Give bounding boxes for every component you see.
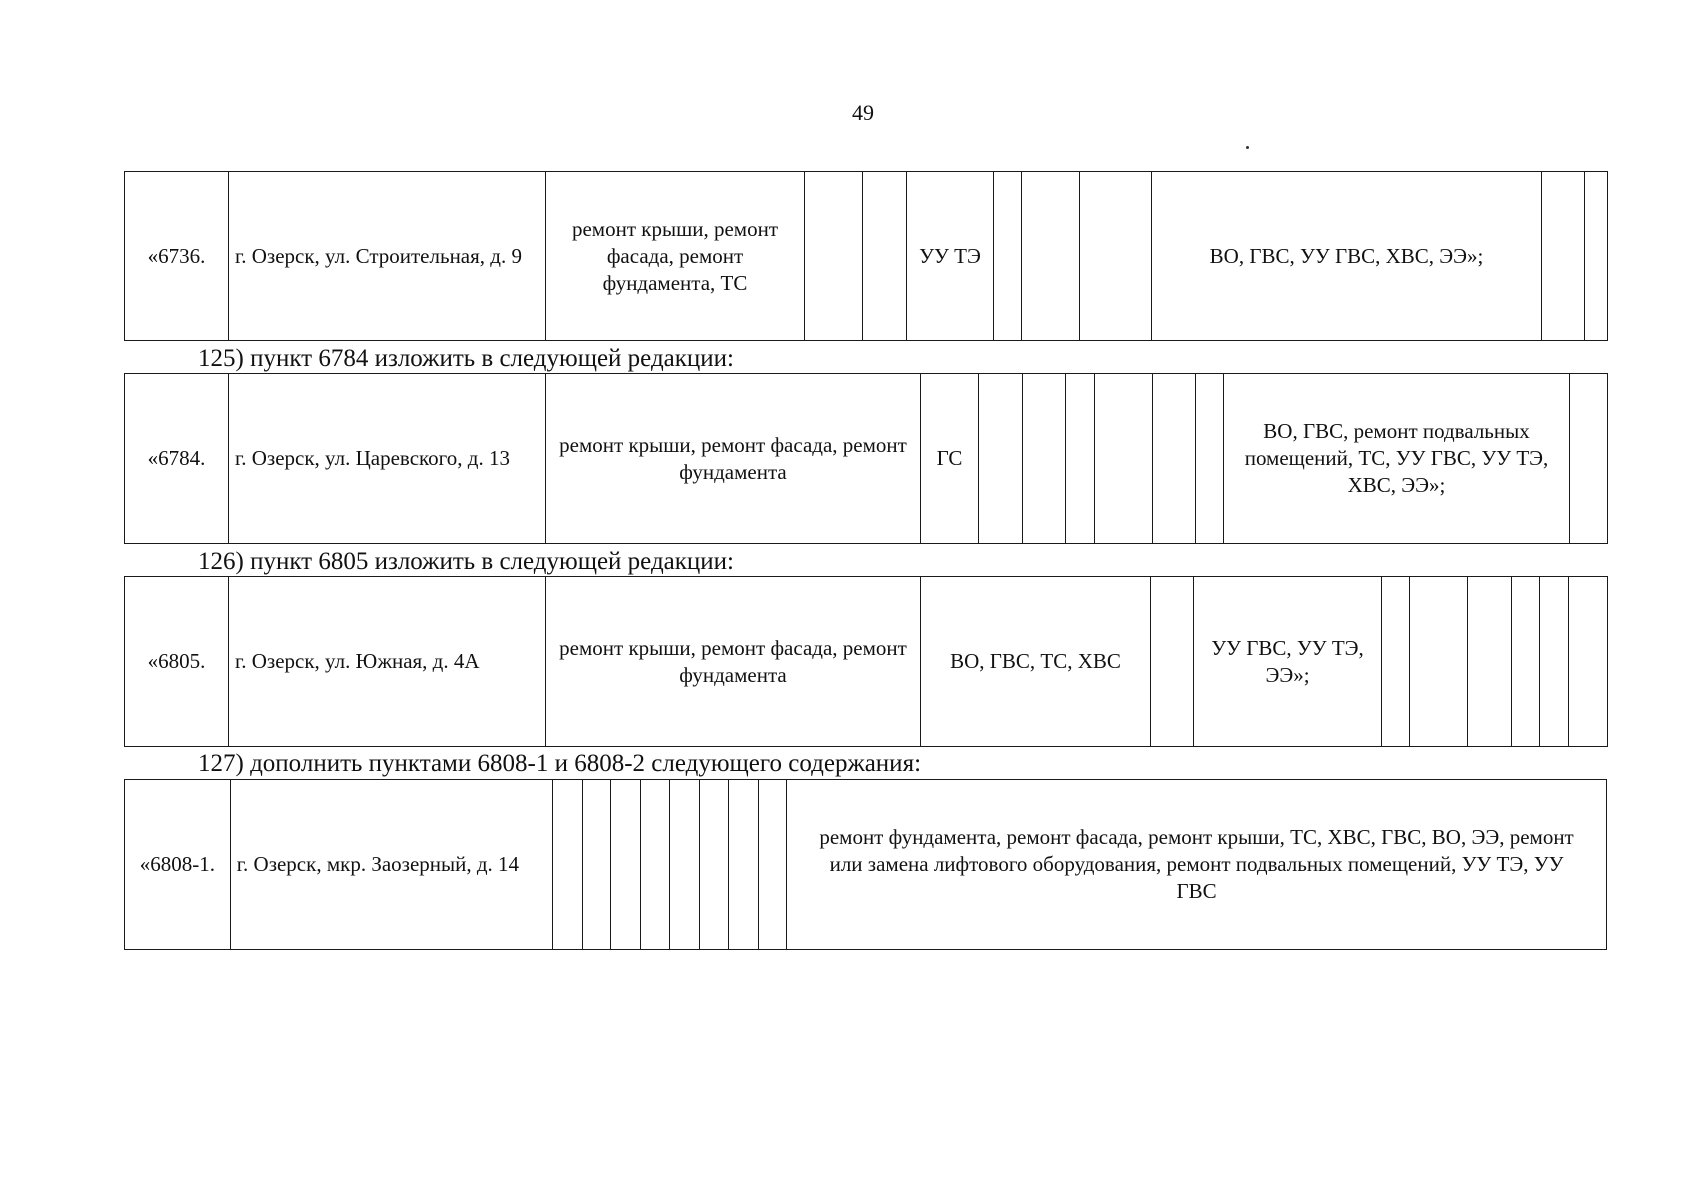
empty-cell bbox=[1542, 172, 1585, 341]
table-row-6808-1 bbox=[124, 779, 1607, 950]
empty-cell bbox=[979, 374, 1023, 544]
empty-cell bbox=[805, 172, 863, 341]
empty-cell bbox=[1153, 374, 1196, 544]
empty-cell bbox=[611, 780, 640, 950]
empty-cell bbox=[1023, 374, 1066, 544]
item-number: «6808-1. bbox=[125, 780, 231, 950]
works-cell: ГС bbox=[921, 374, 979, 544]
empty-cell bbox=[1151, 577, 1194, 747]
address: г. Озерск, ул. Строительная, д. 9 bbox=[229, 172, 546, 341]
amendment-instruction: 126) пункт 6805 изложить в следующей редакции: bbox=[198, 548, 734, 575]
works-cell: ремонт крыши, ремонт фасада, ремонт фундамента bbox=[546, 577, 921, 747]
empty-cell bbox=[553, 780, 582, 950]
empty-cell bbox=[1080, 172, 1152, 341]
empty-cell bbox=[1196, 374, 1224, 544]
empty-cell bbox=[1468, 577, 1512, 747]
address: г. Озерск, ул. Южная, д. 4А bbox=[229, 577, 546, 747]
empty-cell bbox=[1512, 577, 1540, 747]
empty-cell bbox=[1410, 577, 1468, 747]
item-number: «6736. bbox=[125, 172, 229, 341]
empty-cell bbox=[1570, 374, 1608, 544]
scan-speck bbox=[1246, 146, 1249, 149]
works-cell: ВО, ГВС, ТС, ХВС bbox=[921, 577, 1151, 747]
item-number: «6805. bbox=[125, 577, 229, 747]
empty-cell bbox=[758, 780, 786, 950]
empty-cell bbox=[1585, 172, 1608, 341]
empty-cell bbox=[670, 780, 699, 950]
amendment-instruction: 127) дополнить пунктами 6808-1 и 6808-2 следующего содержания: bbox=[198, 750, 922, 777]
item-number: «6784. bbox=[125, 374, 229, 544]
empty-cell bbox=[1022, 172, 1080, 341]
empty-cell bbox=[699, 780, 728, 950]
works-cell: УУ ГВС, УУ ТЭ, ЭЭ»; bbox=[1194, 577, 1382, 747]
empty-cell bbox=[1066, 374, 1095, 544]
works-cell: УУ ТЭ bbox=[907, 172, 994, 341]
empty-cell bbox=[582, 780, 610, 950]
empty-cell bbox=[994, 172, 1022, 341]
empty-cell bbox=[863, 172, 907, 341]
works-cell: ВО, ГВС, ремонт подвальных помещений, ТС, УУ ГВС, УУ ТЭ, ХВС, ЭЭ»; bbox=[1224, 374, 1570, 544]
works-cell: ремонт крыши, ремонт фасада, ремонт фундамента, ТС bbox=[546, 172, 805, 341]
empty-cell bbox=[1382, 577, 1410, 747]
empty-cell bbox=[1540, 577, 1569, 747]
page-number: 49 bbox=[852, 100, 874, 125]
address: г. Озерск, мкр. Заозерный, д. 14 bbox=[230, 780, 552, 950]
address: г. Озерск, ул. Царевского, д. 13 bbox=[229, 374, 546, 544]
table-row-6736 bbox=[124, 171, 1608, 341]
empty-cell bbox=[640, 780, 669, 950]
works-cell: ВО, ГВС, УУ ГВС, ХВС, ЭЭ»; bbox=[1152, 172, 1542, 341]
amendment-instruction: 125) пункт 6784 изложить в следующей редакции: bbox=[198, 345, 734, 372]
works-cell: ремонт крыши, ремонт фасада, ремонт фундамента bbox=[546, 374, 921, 544]
works-cell: ремонт фундамента, ремонт фасада, ремонт крыши, ТС, ХВС, ГВС, ВО, ЭЭ, ремонт или замена лифтового оборудования, ремонт подвальных помещений, УУ ТЭ, УУ ГВС bbox=[787, 780, 1607, 950]
empty-cell bbox=[1095, 374, 1153, 544]
table-row-6805 bbox=[124, 576, 1608, 747]
empty-cell bbox=[729, 780, 758, 950]
empty-cell bbox=[1569, 577, 1608, 747]
table-row-6784 bbox=[124, 373, 1608, 544]
